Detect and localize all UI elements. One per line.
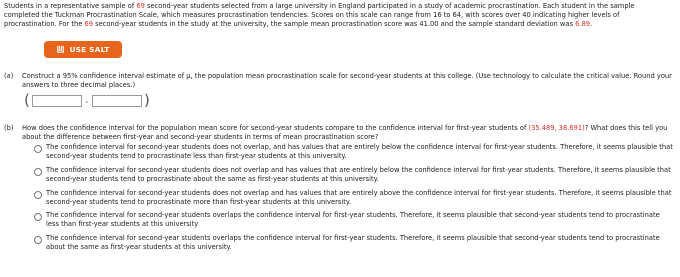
option-3-text: The confidence interval for second-year students does not overlap and has values that are entirely above the confidence interval for first-year students. Therefore, it seems plausible that second-year students tend to procrastinate more than first-year students at this university.	[46, 189, 672, 207]
part-b-label: (b)	[4, 124, 14, 132]
part-a	[4, 72, 676, 90]
part-b-question	[22, 124, 676, 142]
upper-bound-input[interactable]	[92, 95, 142, 107]
option-1-text: The confidence interval for second-year students does not overlap, and has values that are entirely below the confidence interval for first-year students. Therefore, it seems plausible that second-year students tend to procrastinate less than first-year students at this university.	[46, 143, 673, 161]
intro-text: Students in a representative sample of	[4, 2, 137, 10]
radio-option-1[interactable]	[34, 145, 42, 153]
question-text: ? What does this tell you about the difference between first-year and second-year students in terms of mean procrastination score?	[22, 124, 668, 142]
use-salt-button[interactable]	[44, 41, 122, 58]
problem-intro	[4, 2, 672, 30]
interval-separator: ,	[85, 96, 88, 104]
option-2-text: The confidence interval for second-year students does not overlap and has values that are entirely below the confidence interval for first-year students. Therefore, it seems plausible that second-year students tend to procrastinate about the same as first-year students at this university.	[46, 166, 671, 184]
intro-text: second-year students selected from a large university in England participated in a study of academic procrastination. Each student in the sample completed the Tuckman Procrastination Scale, which measures procrastination tendencies. Scores on this scale can range from 16 to 64, with scores over 40 indicating higher levels of procrastination. For the	[4, 2, 635, 29]
lower-bound-input[interactable]	[32, 95, 82, 107]
radio-option-3[interactable]	[34, 191, 42, 199]
intro-text: .	[589, 20, 593, 29]
option-4-text: The confidence interval for second-year students overlaps the confidence interval for first-year students. Therefore, it seems plausible that second-year students tend to procrastinate less than first-year students at this university	[46, 211, 660, 229]
sample-size-value: 69	[136, 2, 145, 10]
part-a-question: Construct a 95% confidence interval estimate of μ, the population mean procrastination scale for second-year students at this college. (Use technology to calculate the critical value. Round your answers to three decimal places.)	[22, 72, 672, 90]
radio-option-5[interactable]	[34, 236, 42, 244]
use-salt-label: USE SALT	[69, 44, 110, 54]
salt-icon	[56, 45, 65, 54]
intro-text: second-year students in the study at the university, the sample mean procrastination score was 41.00 and the sample standard deviation was	[93, 20, 576, 29]
question-text: How does the confidence interval for the population mean score for second-year students compare to the confidence interval for first-year students of	[22, 124, 529, 132]
radio-option-4[interactable]	[34, 213, 42, 221]
open-paren: (	[24, 91, 30, 109]
sample-size-value: 69	[84, 20, 94, 29]
part-a-label: (a)	[4, 72, 14, 80]
first-year-interval: (35.489, 38.691)	[528, 124, 585, 132]
std-dev-value: 6.89	[575, 20, 590, 29]
close-paren: )	[144, 91, 150, 109]
part-b	[4, 124, 676, 142]
option-5-text: The confidence interval for second-year students overlaps the confidence interval for first-year students. Therefore, it seems plausible that second-year students tend to procrastinate about the same as first-year students at this university.	[46, 234, 660, 252]
confidence-interval-answer	[24, 92, 154, 109]
radio-option-2[interactable]	[34, 168, 42, 176]
